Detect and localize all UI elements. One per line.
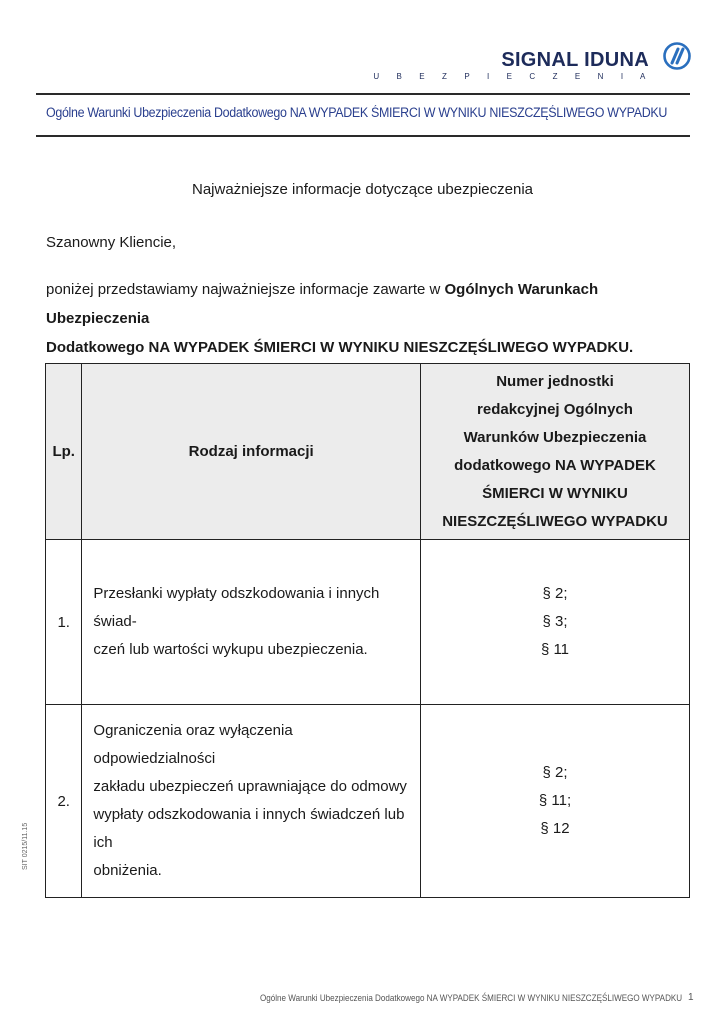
row-ref-item: § 2;	[542, 585, 568, 602]
header-ref-line: redakcyjnej Ogólnych	[477, 400, 633, 418]
intro-paragraph	[46, 275, 696, 362]
header-ref	[420, 364, 689, 540]
row-info-line: wypłaty odszkodowania i innych świadczeń lub ich	[93, 806, 405, 851]
row-info-line: czeń lub wartości wykupu ubezpieczenia.	[93, 641, 368, 658]
row-info-line: obniżenia.	[93, 862, 162, 879]
header-rule	[36, 135, 690, 137]
footer-text: Ogólne Warunki Ubezpieczenia Dodatkowego NA WYPADEK ŚMIERCI W WYNIKU NIESZCZĘŚLIWEGO WYPADKU	[260, 993, 683, 1004]
row-ref	[420, 705, 689, 898]
header-ref-line: ŚMIERCI W WYNIKU	[482, 484, 628, 502]
signal-iduna-logo-icon	[663, 42, 691, 70]
row-ref-item: § 12	[540, 820, 570, 837]
row-info	[82, 705, 421, 898]
intro-bold-1: Ogólnych Warunkach Ubezpieczenia	[46, 281, 599, 327]
header-lp: Lp.	[46, 364, 82, 540]
row-info-line: zakładu ubezpieczeń uprawniające do odmowy	[93, 778, 407, 795]
top-rule	[36, 93, 690, 95]
header-ref-line: Numer jednostki	[496, 372, 614, 390]
row-ref-item: § 2;	[542, 764, 568, 781]
header-ref-line: dodatkowego NA WYPADEK	[454, 456, 656, 474]
row-info	[82, 540, 421, 705]
header-info: Rodzaj informacji	[82, 364, 421, 540]
page-number: 1	[688, 992, 694, 1003]
row-lp: 2.	[46, 705, 82, 898]
table-row	[46, 705, 690, 898]
document-code: SIT 0215/11.15	[22, 822, 29, 870]
table-header-row	[46, 364, 690, 540]
intro-bold-2: Dodatkowego NA WYPADEK ŚMIERCI W WYNIKU NIESZCZĘŚLIWEGO WYPADKU.	[46, 339, 634, 356]
logo-name: SIGNAL IDUNA	[501, 49, 649, 71]
row-ref-item: § 11;	[538, 792, 572, 809]
logo	[373, 40, 691, 84]
document-header: Ogólne Warunki Ubezpieczenia Dodatkowego NA WYPADEK ŚMIERCI W WYNIKU NIESZCZĘŚLIWEGO WYPADKU	[46, 105, 668, 120]
page-subtitle: Najważniejsze informacje dotyczące ubezpieczenia	[191, 181, 533, 198]
row-info-line: Przesłanki wypłaty odszkodowania i innych świad-	[93, 585, 380, 630]
greeting: Szanowny Kliencie,	[46, 234, 177, 251]
row-ref-item: § 3;	[542, 613, 568, 630]
row-lp: 1.	[46, 540, 82, 705]
header-ref-line: NIESZCZĘŚLIWEGO WYPADKU	[442, 512, 668, 530]
header-ref-line: Warunków Ubezpieczenia	[463, 428, 647, 446]
row-info-line: Ograniczenia oraz wyłączenia odpowiedzialności	[93, 722, 293, 767]
info-table	[45, 363, 690, 898]
row-ref-item: § 11	[540, 641, 570, 658]
intro-text: poniżej przedstawiamy najważniejsze informacje zawarte w	[46, 281, 445, 298]
table-row	[46, 540, 690, 705]
logo-subtitle: U B E Z P I E C Z E N I A	[373, 72, 653, 81]
row-ref	[420, 540, 689, 705]
